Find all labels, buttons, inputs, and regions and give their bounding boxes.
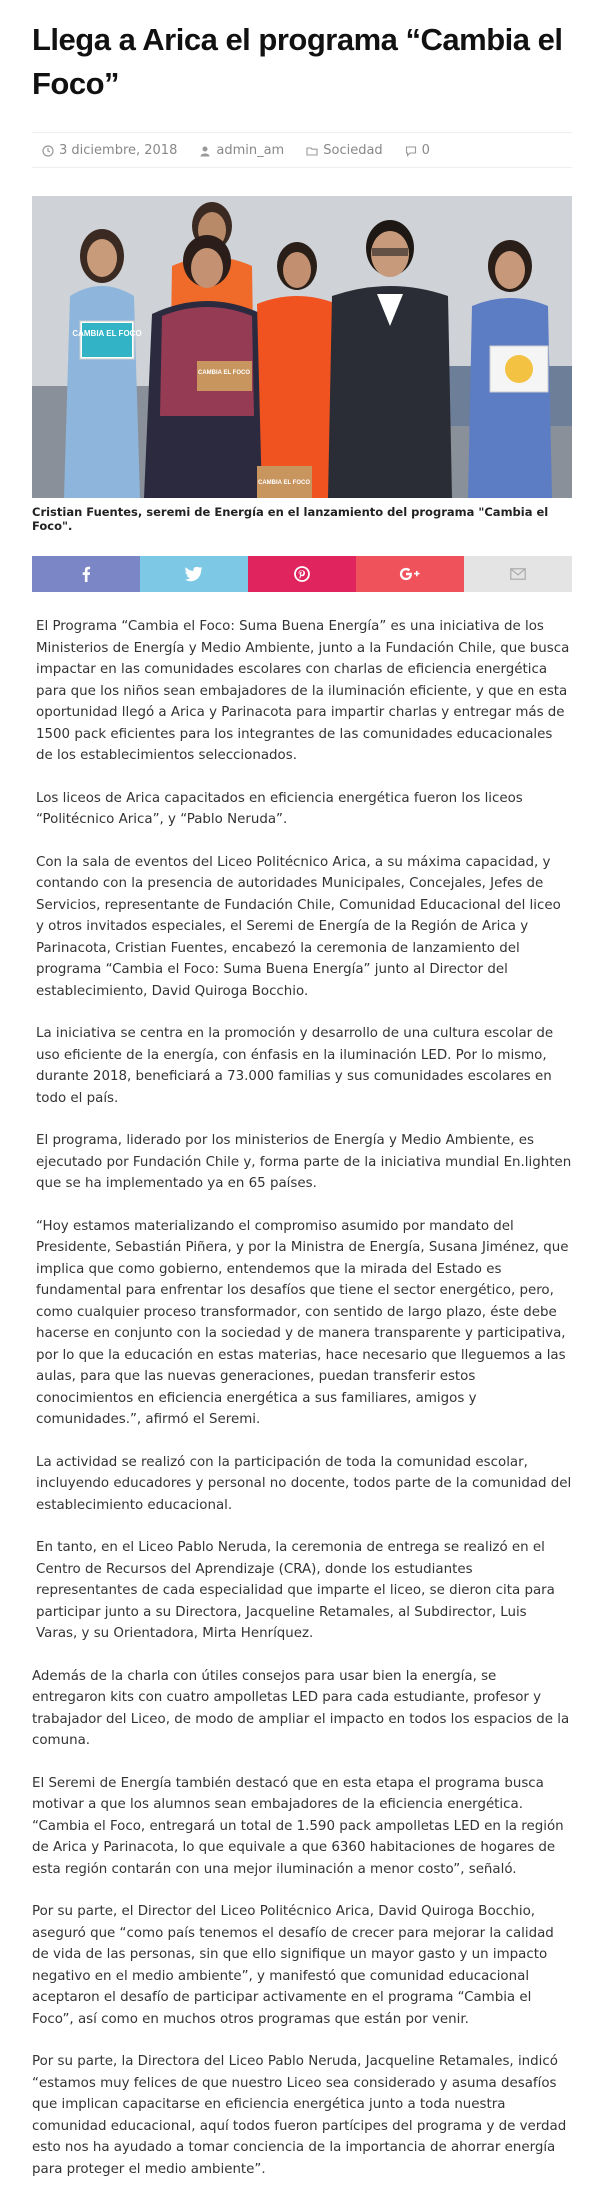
article xyxy=(32,0,572,2201)
paragraph: Además de la charla con útiles consejos para usar bien la energía, se entregaron kits con cuatro ampolletas LED para cada estudiante, profesor y trabajador del Liceo, de modo de ampliar el impacto en todos los espacios de la comuna. xyxy=(32,1668,570,1748)
paragraph: La actividad se realizó con la participación de toda la comunidad escolar, incluyendo educadores y personal no docente, todos parte de la comunidad del establecimiento educacional. xyxy=(36,1454,572,1513)
share-bar xyxy=(32,556,572,592)
facebook-icon xyxy=(81,566,91,582)
paragraph: En tanto, en el Liceo Pablo Neruda, la ceremonia de entrega se realizó en el Centro de Recursos del Aprendizaje (CRA), donde los estudiantes representantes de cada especialidad que imparte el liceo, se dieron cita para participar junto a su Directora, Jacqueline Retamales, al Subdirector, Luis Varas, y su Orientadora, Mirta Henríquez. xyxy=(36,1540,555,1641)
folder-icon xyxy=(306,145,318,157)
share-twitter-button[interactable] xyxy=(140,556,248,592)
paragraph: Con la sala de eventos del Liceo Politécnico Arica, a su máxima capacidad, y contando con la presencia de autoridades Municipales, Concejales, Jefes de Servicios, representante de Fundación Chile, Comunidad Educacional del liceo y otros invitados especiales, el Seremi de Energía de la Región de Arica y Parinacota, Cristian Fuentes, encabezó la ceremonia de lanzamiento del programa “Cambia el Foco: Suma Buena Energía” junto al Director del establecimiento, David Quiroga Bocchio. xyxy=(36,854,561,999)
meta-date xyxy=(42,143,177,158)
meta-category[interactable] xyxy=(306,143,382,158)
share-pinterest-button[interactable] xyxy=(248,556,356,592)
meta-comments[interactable] xyxy=(405,143,430,158)
floor-box-text: CAMBIA EL FOCO xyxy=(258,480,310,486)
box-text: CAMBIA EL FOCO xyxy=(198,370,250,376)
clock-icon xyxy=(42,145,54,157)
date-text: 3 diciembre, 2018 xyxy=(59,143,178,158)
comment-icon xyxy=(405,145,417,157)
twitter-icon xyxy=(185,567,203,582)
article-body xyxy=(32,616,572,2180)
photo-illustration xyxy=(32,196,572,498)
article-title: Llega a Arica el programa “Cambia el Foco” xyxy=(32,22,563,101)
author-link[interactable]: admin_am xyxy=(216,143,285,158)
article-meta xyxy=(32,132,572,168)
paragraph: Por su parte, el Director del Liceo Politécnico Arica, David Quiroga Bocchio, aseguró que “como país tenemos el desafío de crecer para mejorar la calidad de vida de las personas, sin que ello signifique un mayor gasto y un impacto negativo en el medio ambiente”, y manifestó que comunidad educacional aceptaron el desafío de participar activamente en el programa “Cambia el Foco”, así como en muchos otros programas que están por venir. xyxy=(32,1904,554,2027)
google-plus-icon xyxy=(399,567,421,581)
share-googleplus-button[interactable] xyxy=(356,556,464,592)
meta-author[interactable] xyxy=(199,143,284,158)
share-facebook-button[interactable] xyxy=(32,556,140,592)
category-link[interactable]: Sociedad xyxy=(323,143,383,158)
paragraph: El Seremi de Energía también destacó que en esta etapa el programa busca motivar a que los alumnos sean embajadores de la eficiencia energética. “Cambia el Foco, entregará un total de 1.590 pack ampolletas LED en la región de Arica y Parinacota, lo que equivale a que 6360 habitaciones de hogares de esta región contarán con una mejor iluminación a menor costo”, señaló. xyxy=(32,1775,564,1877)
envelope-icon xyxy=(510,568,526,580)
user-icon xyxy=(199,145,211,157)
paragraph: Los liceos de Arica capacitados en eficiencia energética fueron los liceos “Politécnico Arica”, y “Pablo Neruda”. xyxy=(36,790,523,827)
paragraph: Por su parte, la Directora del Liceo Pablo Neruda, Jacqueline Retamales, indicó “estamos muy felices de que nuestro Liceo sea considerado y asuma desafíos que implican capacitarse en eficiencia energética junto a toda nuestra comunidad educacional, aquí todos fueron partícipes del programa y de verdad esto nos ha ayudado a tomar conciencia de la importancia de ahorrar energía para proteger el medio ambiente”. xyxy=(32,2054,567,2177)
photo-caption: Cristian Fuentes, seremi de Energía en el lanzamiento del programa "Cambia el Foco". xyxy=(32,505,549,533)
paragraph: El programa, liderado por los ministerios de Energía y Medio Ambiente, es ejecutado por Fundación Chile y, forma parte de la iniciativa mundial En.lighten que se ha implementado ya en 65 países. xyxy=(36,1133,572,1191)
pinterest-icon xyxy=(294,566,310,582)
article-photo xyxy=(32,196,572,498)
paragraph: “Hoy estamos materializando el compromiso asumido por mandato del Presidente, Sebastián Piñera, y por la Ministra de Energía, Susana Jiménez, que implica que como gobierno, entendemos que la mirada del Estado es fundamental para enfrentar los desafíos que tiene el sector energético, pero, como cualquier proceso transformador, con sentido de largo plazo, éste debe hacerse en conjunto con la sociedad y de manera transparente y participativa, por lo que la educación en estas materias, hace necesario que lleguemos a las aulas, para que las nuevas generaciones, puedan transferir estos conocimientos en eficiencia energética a sus familiares, amigos y comunidades.”, afirmó el Seremi. xyxy=(36,1218,569,1427)
share-email-button[interactable] xyxy=(464,556,572,592)
comments-count[interactable]: 0 xyxy=(421,143,430,158)
paragraph: La iniciativa se centra en la promoción y desarrollo de una cultura escolar de uso eficiente de la energía, con énfasis en la iluminación LED. Por lo mismo, durante 2018, beneficiará a 73.000 familias y sus comunidades escolares en todo el país. xyxy=(36,1026,554,1106)
paragraph: El Programa “Cambia el Foco: Suma Buena Energía” es una iniciativa de los Ministerios de Energía y Medio Ambiente, junto a la Fundación Chile, que busca impactar en las comunidades escolares con charlas de eficiencia energética para que los niños sean embajadores de la iluminación eficiente, y que en esta oportunidad llegó a Arica y Parinacota para impartir charlas y entregar más de 1500 pack eficientes para los integrantes de las comunidades educacionales de los establecimientos seleccionados. xyxy=(36,619,570,763)
poster-text: CAMBIA EL FOCO xyxy=(72,329,142,338)
